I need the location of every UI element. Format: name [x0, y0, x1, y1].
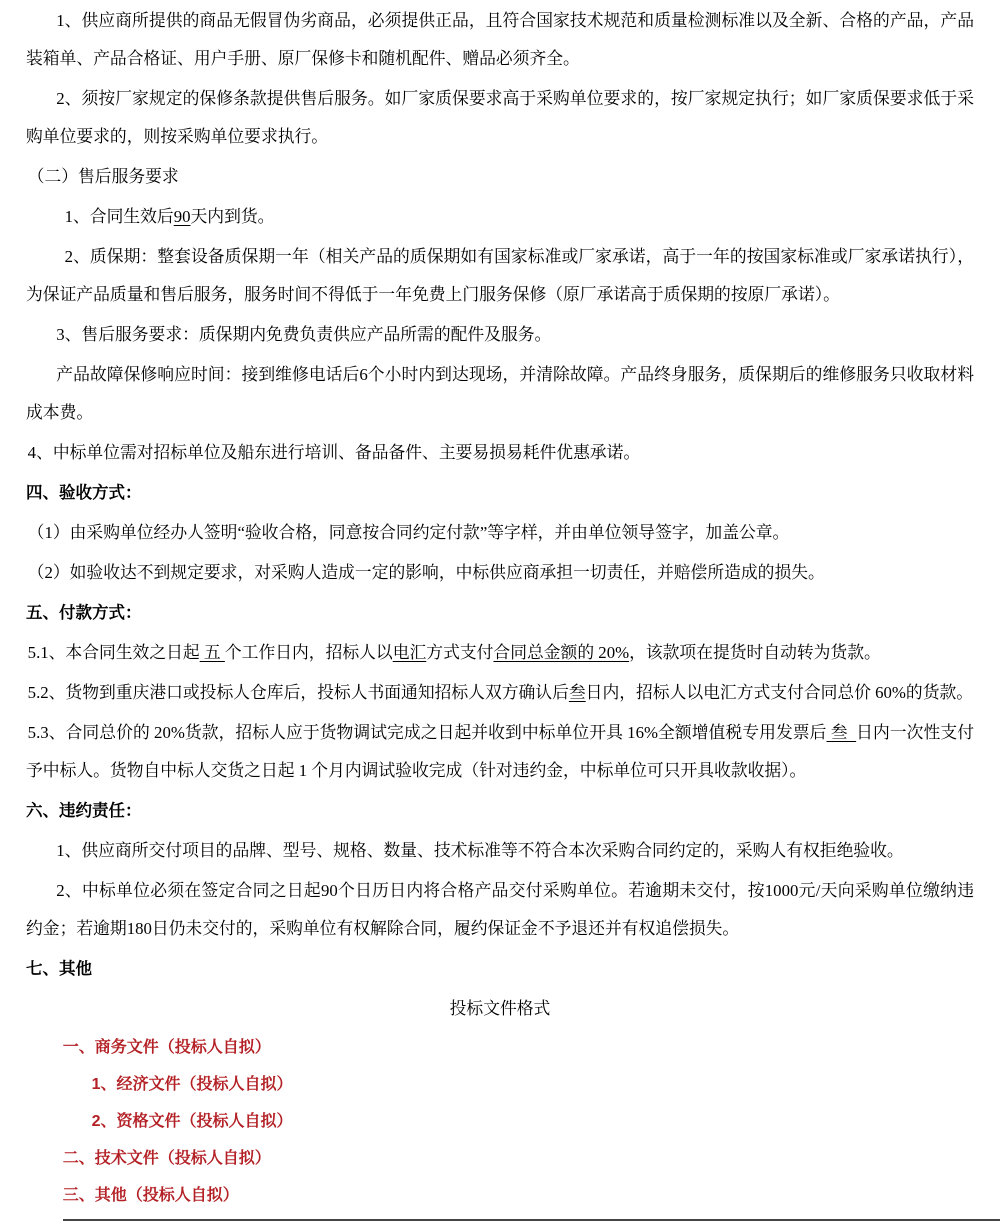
- para-payment-5-2: 5.2、货物到重庆港口或投标人仓库后，投标人书面通知招标人双方确认后叁日内，招标人以电汇方式支付合同总价 60%的货款。: [27, 683, 974, 702]
- heading-after-sales-requirements: （二）售后服务要求: [27, 167, 179, 186]
- para-acceptance-2: （2）如验收达不到规定要求，对采购人造成一定的影响，中标供应商承担一切责任，并赔偿所造成的损失。: [27, 563, 825, 582]
- red-item-others: 三、其他（投标人自拟）: [62, 1187, 239, 1204]
- heading-others: 七、其他: [26, 960, 92, 978]
- title-bid-document-format: 投标文件格式: [449, 999, 551, 1018]
- para-breach-2: 2、中标单位必须在签定合同之日起90个日历日内将合格产品交付采购单位。若逾期未交付，按1000元/天向采购单位缴纳违约金；若逾期180日仍未交付的，采购单位有权解除合同，履约保证金不予退还并有权追偿损失。: [26, 881, 974, 938]
- heading-payment-method: 五、付款方式：: [26, 604, 142, 622]
- para-payment-5-3: 5.3、合同总价的 20%货款，招标人应于货物调试完成之日起并收到中标单位开具 16%全额增值税专用发票后 叁 日内一次性支付予中标人。货物自中标人交货之日起 1 个月内调试验收完成（针对违约金，中标单位可只开具收款收据）。: [26, 723, 974, 780]
- para-training-commitment: 4、中标单位需对招标单位及船东进行培训、备品备件、主要易损易耗件优惠承诺。: [27, 443, 641, 462]
- para-breach-1: 1、供应商所交付项目的品牌、型号、规格、数量、技术标准等不符合本次采购合同约定的，采购人有权拒绝验收。: [56, 841, 904, 860]
- para-warranty-terms: 2、须按厂家规定的保修条款提供售后服务。如厂家质保要求高于采购单位要求的，按厂家规定执行；如厂家质保要求低于采购单位要求的，则按采购单位要求执行。: [26, 89, 974, 146]
- para-goods-authenticity: 1、供应商所提供的商品无假冒伪劣商品，必须提供正品，且符合国家技术规范和质量检测标准以及全新、合格的产品，产品装箱单、产品合格证、用户手册、原厂保修卡和随机配件、赠品必须齐全。: [26, 11, 974, 68]
- para-acceptance-1: （1）由采购单位经办人签明“验收合格，同意按合同约定付款”等字样，并由单位领导签字，加盖公章。: [27, 523, 790, 542]
- red-item-qualification-documents: 2、资格文件（投标人自拟）: [91, 1113, 293, 1130]
- para-warranty-period: 2、质保期：整套设备质保期一年（相关产品的质保期如有国家标准或厂家承诺，高于一年的按国家标准或厂家承诺执行），为保证产品质量和售后服务，服务时间不得低于一年免费上门服务保修（原厂承诺高于质保期的按原厂承诺）。: [26, 247, 974, 304]
- heading-breach-liability: 六、违约责任：: [26, 802, 142, 820]
- para-repair-response-time: 产品故障保修响应时间：接到维修电话后6个小时内到达现场，并清除故障。产品终身服务，质保期后的维修服务只收取材料成本费。: [26, 365, 974, 422]
- para-after-sales-service: 3、售后服务要求：质保期内免费负责供应产品所需的配件及服务。: [56, 325, 552, 344]
- para-payment-5-1: 5.1、本合同生效之日起 五 个工作日内，招标人以电汇方式支付合同总金额的 20%，该款项在提货时自动转为货款。: [27, 643, 881, 662]
- para-delivery-time: 1、合同生效后90天内到货。: [64, 207, 275, 226]
- red-item-business-documents: 一、商务文件（投标人自拟）: [62, 1039, 271, 1056]
- red-item-technical-documents: 二、技术文件（投标人自拟）: [62, 1150, 271, 1167]
- table-top-border-rule: [63, 1219, 1000, 1221]
- red-item-economic-documents: 1、经济文件（投标人自拟）: [91, 1076, 293, 1093]
- document-body: [26, 2, 974, 1213]
- heading-acceptance-method: 四、验收方式：: [26, 484, 142, 502]
